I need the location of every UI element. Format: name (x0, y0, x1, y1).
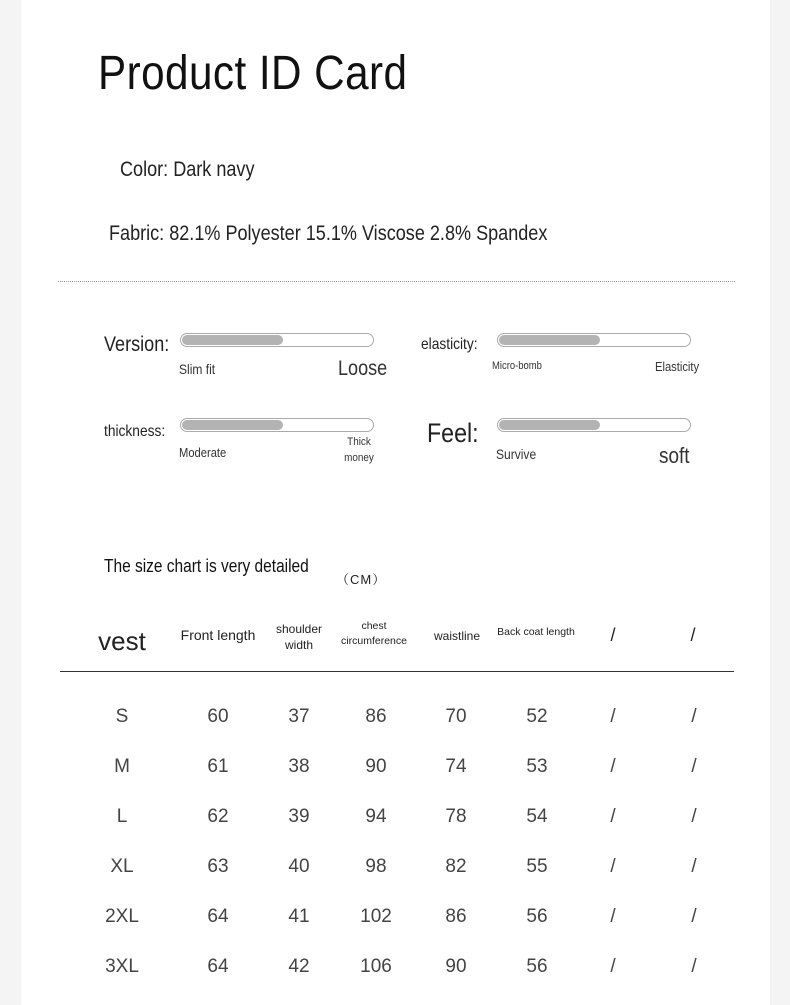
cell-extra-2: / (691, 906, 697, 927)
cell-extra-2: / (691, 956, 697, 977)
version-right-label: Loose (338, 357, 388, 380)
cell-shoulder-width: 42 (288, 956, 310, 977)
header-back-coat-length: Back coat length (497, 626, 575, 638)
cell-size: S (115, 706, 129, 727)
cell-chest: 90 (365, 756, 387, 777)
header-extra-2: / (690, 625, 696, 645)
section-divider (58, 281, 735, 282)
thickness-scale-fill (182, 420, 283, 430)
size-chart-title: The size chart is very detailed (104, 556, 309, 576)
cell-extra-1: / (610, 956, 616, 977)
elasticity-left-label: Micro-bomb (492, 360, 542, 372)
header-chest-line2: circumference (341, 635, 407, 647)
cell-chest: 106 (360, 956, 392, 977)
cell-waistline: 78 (445, 806, 467, 827)
cell-extra-2: / (691, 706, 697, 727)
cell-waistline: 90 (445, 956, 467, 977)
header-chest-circumference (341, 619, 407, 649)
thickness-right-label (341, 434, 377, 466)
header-waistline: waistline (433, 629, 481, 643)
thickness-scale-bar (180, 418, 374, 432)
feel-label: Feel: (427, 418, 479, 448)
elasticity-scale-fill (499, 335, 600, 345)
cell-extra-2: / (691, 856, 697, 877)
header-shoulder-line2: width (284, 638, 313, 652)
cell-front-length: 63 (207, 856, 229, 877)
version-label: Version: (104, 333, 170, 356)
header-chest-line1: chest (361, 620, 387, 632)
cell-shoulder-width: 38 (288, 756, 310, 777)
cell-waistline: 70 (445, 706, 467, 727)
cell-extra-1: / (610, 856, 616, 877)
size-chart-unit: （CM） (336, 572, 387, 587)
cell-extra-2: / (691, 756, 697, 777)
cell-front-length: 61 (207, 756, 229, 777)
cell-size: 2XL (105, 906, 139, 927)
cell-chest: 94 (365, 806, 387, 827)
cell-shoulder-width: 37 (288, 706, 310, 727)
cell-shoulder-width: 41 (288, 906, 310, 927)
cell-front-length: 62 (207, 806, 229, 827)
version-left-label: Slim fit (179, 361, 216, 377)
cell-back-coat-length: 56 (526, 906, 548, 927)
color-info: Color: Dark navy (120, 158, 255, 181)
cell-back-coat-length: 55 (526, 856, 548, 877)
cell-back-coat-length: 53 (526, 756, 548, 777)
cell-back-coat-length: 54 (526, 806, 548, 827)
version-scale-fill (182, 335, 283, 345)
thickness-right-line2: money (344, 452, 374, 464)
header-front-length: Front length (180, 627, 256, 643)
feel-scale-fill (499, 420, 600, 430)
cell-front-length: 60 (207, 706, 229, 727)
header-extra-1: / (610, 625, 616, 645)
elasticity-label: elasticity: (421, 336, 478, 353)
thickness-right-line1: Thick (347, 436, 371, 448)
cell-front-length: 64 (207, 956, 229, 977)
feel-scale-bar (497, 418, 691, 432)
cell-extra-2: / (691, 806, 697, 827)
thickness-left-label: Moderate (179, 445, 227, 460)
header-vest: vest (98, 626, 146, 656)
page-title: Product ID Card (98, 47, 408, 100)
cell-extra-1: / (610, 806, 616, 827)
cell-extra-1: / (610, 706, 616, 727)
header-shoulder-line1: shoulder (275, 622, 323, 636)
cell-shoulder-width: 40 (288, 856, 310, 877)
table-header-divider (60, 671, 734, 672)
cell-shoulder-width: 39 (288, 806, 310, 827)
feel-right-label: soft (659, 443, 690, 468)
cell-size: M (114, 756, 130, 777)
cell-back-coat-length: 56 (526, 956, 548, 977)
cell-chest: 98 (365, 856, 387, 877)
elasticity-scale-bar (497, 333, 691, 347)
cell-waistline: 82 (445, 856, 467, 877)
cell-extra-1: / (610, 906, 616, 927)
fabric-info: Fabric: 82.1% Polyester 15.1% Viscose 2.8% Spandex (109, 222, 548, 245)
cell-back-coat-length: 52 (526, 706, 548, 727)
thickness-label: thickness: (104, 423, 166, 440)
feel-left-label: Survive (496, 446, 537, 462)
cell-extra-1: / (610, 756, 616, 777)
cell-waistline: 74 (445, 756, 467, 777)
cell-size: 3XL (105, 956, 139, 977)
cell-chest: 102 (360, 906, 392, 927)
elasticity-right-label: Elasticity (655, 359, 700, 374)
cell-size: XL (110, 856, 134, 877)
header-shoulder-width (276, 621, 322, 653)
product-id-card (21, 0, 770, 1005)
cell-chest: 86 (365, 706, 387, 727)
version-scale-bar (180, 333, 374, 347)
cell-size: L (116, 806, 128, 827)
cell-front-length: 64 (207, 906, 229, 927)
cell-waistline: 86 (445, 906, 467, 927)
